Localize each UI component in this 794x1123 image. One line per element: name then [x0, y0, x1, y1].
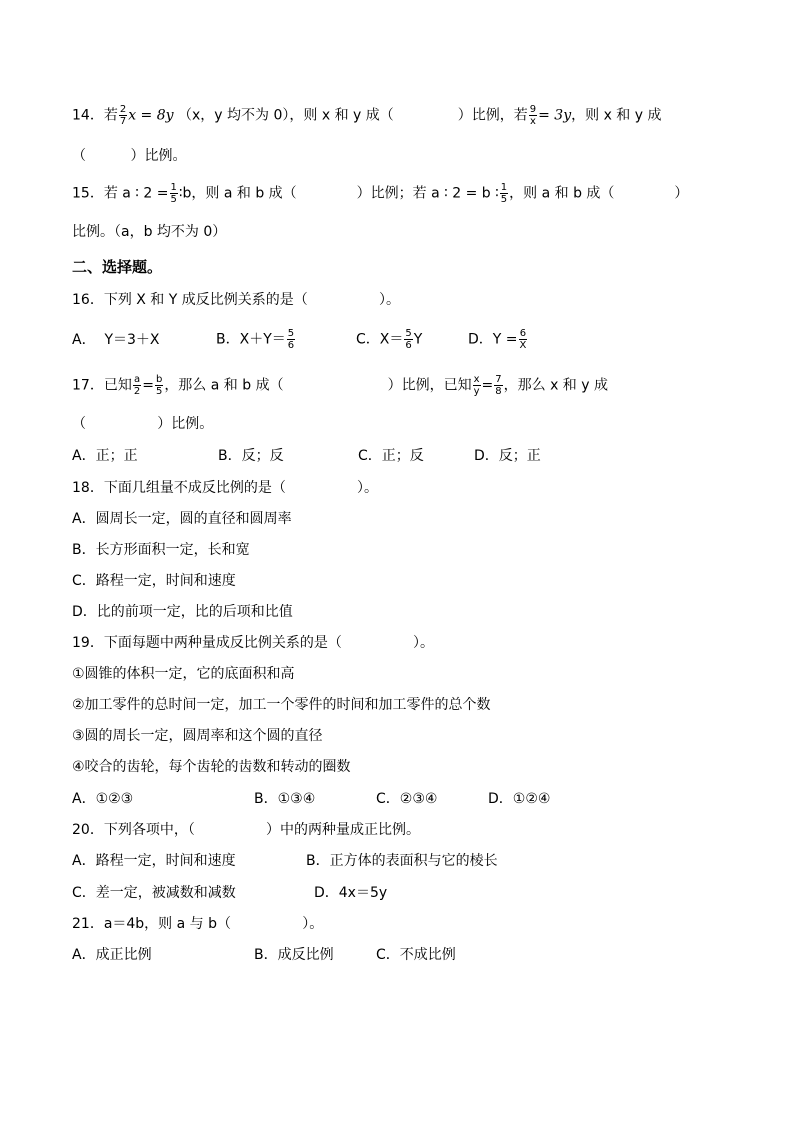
fraction-b-5: [155, 374, 163, 397]
q15-fraction-1-5: [170, 182, 178, 205]
denominator: 6: [287, 340, 295, 351]
option-a[interactable]: A．成正比例: [72, 947, 152, 963]
q21-options: [72, 945, 456, 965]
q14-equation: = 3y: [538, 107, 572, 124]
option-text: B．X＋Y＝: [216, 331, 286, 348]
option-d[interactable]: [468, 328, 528, 351]
q19-statement-4: ④咬合的齿轮，每个齿轮的齿数和转动的圈数: [72, 759, 351, 775]
option-c[interactable]: C．正；反: [358, 448, 424, 464]
fraction-5-6: [404, 328, 412, 351]
q15-fraction-1-5b: [500, 182, 508, 205]
q15-text: 若 a ∶ 2 =: [103, 185, 169, 202]
denominator: 6: [405, 340, 412, 351]
q14-text: ）比例，若: [457, 107, 528, 124]
denominator: y: [473, 386, 480, 397]
option-text: Y: [413, 331, 423, 348]
option-a[interactable]: A． Y＝3＋X: [72, 331, 160, 348]
option-d[interactable]: D．4x＝5y: [314, 885, 388, 901]
denominator: 8: [495, 386, 502, 397]
numerator: 9: [529, 104, 537, 115]
option-b[interactable]: [216, 328, 356, 351]
q20-options-row1: [72, 851, 498, 871]
q14-text: 若: [103, 107, 118, 124]
q20-stem: 20．下列各项中，（ ）中的两种量成正比例。: [72, 822, 421, 838]
option-a[interactable]: A．路程一定，时间和速度: [72, 853, 236, 869]
option-c[interactable]: C．不成比例: [376, 947, 456, 963]
option-b[interactable]: B．成反比例: [254, 947, 334, 963]
option-a[interactable]: A．正；正: [72, 448, 138, 464]
option-text: C．X＝: [356, 331, 404, 348]
q18-option-c[interactable]: C．路程一定，时间和速度: [72, 573, 236, 589]
option-d[interactable]: D．反；正: [474, 448, 541, 464]
fraction-a-2: [133, 374, 141, 397]
q17-options: [72, 446, 541, 466]
q18-stem: 18．下面几组量不成反比例的是（ ）。: [72, 480, 379, 496]
q19-options: [72, 789, 550, 809]
q15-text: ∶b，则 a 和 b 成（: [178, 185, 297, 202]
denominator: 7: [119, 116, 127, 127]
denominator: 5: [500, 194, 508, 205]
q21-stem: 21．a＝4b，则 a 与 b（ ）。: [72, 916, 324, 932]
option-d[interactable]: D．①②④: [488, 791, 551, 807]
q19-stem: 19．下面每题中两种量成反比例关系的是（ ）。: [72, 635, 435, 651]
option-b[interactable]: B．①③④: [254, 791, 316, 807]
q14-equation: x = 8y: [128, 107, 174, 124]
q17-line2: （ ）比例。: [72, 416, 214, 432]
q14-fraction-2-7: [119, 104, 127, 127]
denominator: X: [519, 340, 527, 351]
numerator: 6: [519, 328, 527, 339]
option-c[interactable]: C．差一定，被减数和减数: [72, 885, 236, 901]
q17-text: ，那么 a 和 b 成（: [164, 377, 284, 394]
q16-options: [72, 328, 528, 351]
denominator: x: [529, 116, 536, 127]
q18-option-d[interactable]: D．比的前项一定，比的后项和比值: [72, 604, 293, 620]
q17-text: =: [481, 377, 494, 394]
q15-line1: [72, 182, 688, 205]
q17-line1: [72, 374, 608, 397]
q14-fraction-9-x: [529, 104, 537, 127]
q18-option-b[interactable]: B．长方形面积一定，长和宽: [72, 542, 250, 558]
numerator: x: [473, 374, 480, 385]
q17-text: ，那么 x 和 y 成: [503, 377, 608, 394]
q14-line2: （ ）比例。: [72, 148, 187, 164]
q16-stem: 16．下列 X 和 Y 成反比例关系的是（ ）。: [72, 292, 400, 308]
q15-text: ，则 a 和 b 成（: [509, 185, 615, 202]
q20-options-row2: [72, 883, 387, 903]
numerator: 1: [170, 182, 177, 193]
q14-number: 14．: [72, 107, 104, 124]
fraction-6-x: [519, 328, 528, 351]
q17-text: 17．已知: [72, 377, 132, 394]
q19-statement-2: ②加工零件的总时间一定，加工一个零件的时间和加工零件的总个数: [72, 697, 491, 713]
q14-text: ，则 x 和 y 成: [571, 107, 662, 124]
q15-line2: 比例。（a，b 均不为 0）: [72, 224, 227, 240]
numerator: 2: [119, 104, 127, 115]
fraction-7-8: [494, 374, 502, 397]
denominator: 2: [133, 386, 141, 397]
denominator: 5: [170, 194, 177, 205]
numerator: 7: [495, 374, 502, 385]
q19-statement-3: ③圆的周长一定，圆周率和这个圆的直径: [72, 728, 323, 744]
section-heading: 二、选择题。: [72, 258, 163, 276]
fraction-5-6: [287, 328, 295, 351]
option-c[interactable]: [356, 328, 468, 351]
numerator: b: [155, 374, 163, 385]
q15-text: ）: [674, 185, 689, 202]
q19-statement-1: ①圆锥的体积一定，它的底面积和高: [72, 666, 295, 682]
numerator: 5: [287, 328, 295, 339]
q17-text: =: [142, 377, 154, 394]
denominator: 5: [155, 386, 163, 397]
numerator: a: [133, 374, 141, 385]
q18-option-a[interactable]: A．圆周长一定，圆的直径和圆周率: [72, 511, 292, 527]
option-b[interactable]: B．反；反: [218, 448, 284, 464]
option-c[interactable]: C．②③④: [376, 791, 438, 807]
numerator: 1: [500, 182, 508, 193]
option-text: D．Y =: [468, 331, 518, 348]
option-a[interactable]: A．①②③: [72, 791, 134, 807]
fraction-x-y: [473, 374, 481, 397]
q17-text: ）比例，已知: [387, 377, 472, 394]
option-b[interactable]: B．正方体的表面积与它的棱长: [306, 853, 498, 869]
numerator: 5: [405, 328, 412, 339]
q15-text: ）比例；若 a ∶ 2 = b ∶: [356, 185, 499, 202]
q14-text: （x，y 均不为 0），则 x 和 y 成（: [178, 107, 394, 124]
q15-number: 15．: [72, 185, 104, 202]
q14-line1: [72, 104, 662, 127]
